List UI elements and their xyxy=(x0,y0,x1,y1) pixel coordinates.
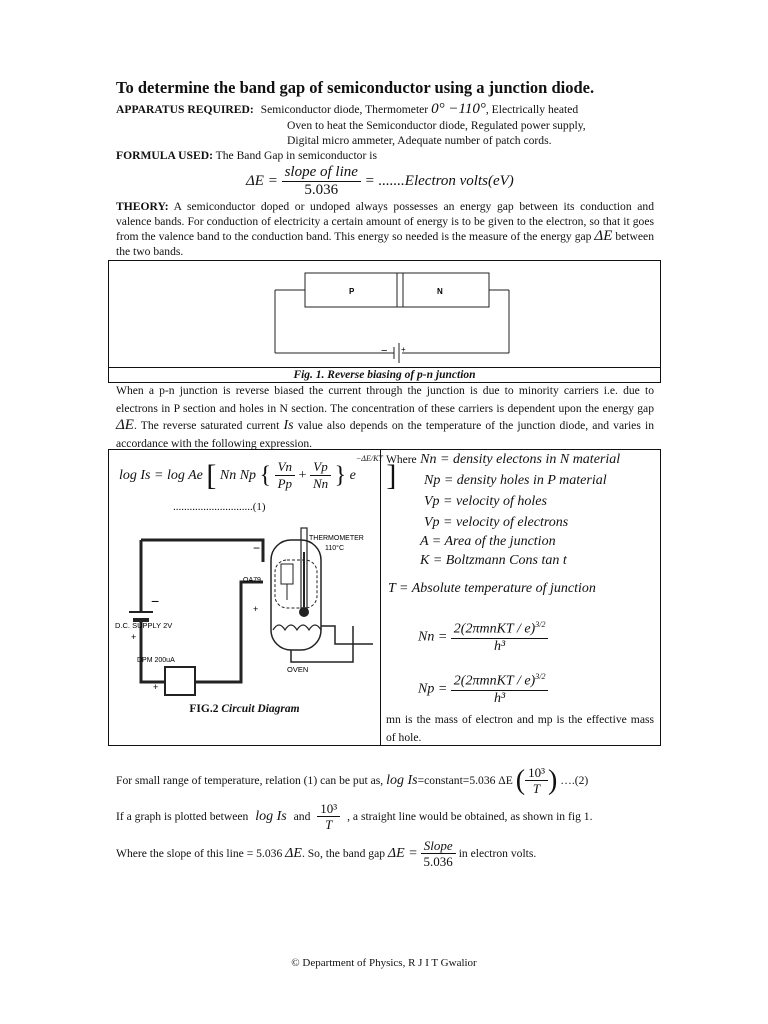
saturation-current-symbol: Is xyxy=(283,418,294,433)
para3-eq-ref: ….(2) xyxy=(560,774,589,787)
apparatus-section xyxy=(116,102,654,117)
formula-numerator: slope of line xyxy=(282,164,361,182)
para3-eq-den: T xyxy=(532,781,541,796)
def-vp-electrons: Vp = velocity of electrons xyxy=(424,515,569,530)
formula-label: FORMULA USED: xyxy=(116,149,213,162)
theory-label: THEORY: xyxy=(116,200,169,213)
para2-text3: value also depends on the temperature of the junction diode, and varies in accordance with the following expression. xyxy=(116,419,654,450)
para5-den: 5.036 xyxy=(423,854,453,869)
battery-minus: − xyxy=(381,345,388,357)
apparatus-label: APPARATUS REQUIRED: xyxy=(116,103,254,116)
apparatus-line3: Digital micro ammeter, Adequate number of patch cords. xyxy=(287,134,552,147)
para4-and: and xyxy=(293,810,311,823)
supply-plus-label: + xyxy=(131,632,137,642)
para4-den: T xyxy=(325,817,333,832)
meter-plus: + xyxy=(153,682,159,692)
para5-sym: ΔE xyxy=(285,846,302,861)
where-label: Where xyxy=(386,454,417,466)
para3-eq-mid: =constant=5.036 ΔE xyxy=(417,774,513,787)
para5-lhs: ΔE = xyxy=(387,846,418,861)
para2-text1: When a p-n junction is reverse biased the current through the junction is due to minority carriers i.e. due to electrons in P section and holes in N section. The concentration of these carriers is dependent upon the energy gap xyxy=(116,384,654,415)
para5-text3: in electron volts. xyxy=(458,847,537,860)
theory-text2: between the two bands. xyxy=(116,230,654,258)
expression-box xyxy=(108,449,661,746)
pn-junction-diagram xyxy=(109,261,660,367)
apparatus-line1-end: , Electrically heated xyxy=(485,103,579,116)
para5-num: Slope xyxy=(421,838,456,854)
para3-eq-lhs: log Is xyxy=(386,773,418,788)
page-title: To determine the band gap of semiconductor using a junction diode. xyxy=(116,78,595,97)
band-gap-formula xyxy=(246,164,514,199)
theory-text1: A semiconductor doped or undoped always possesses an energy gap between its conduction and valence bands. For conduction of electricity a certain amount of energy is to be given to the electron, so that it goes from the valence band to the conduction band. This energy so needed is the measure of the energy gap xyxy=(116,200,654,243)
apparatus-line1: Semiconductor diode, Thermometer xyxy=(260,103,429,116)
para4-text1: If a graph is plotted between xyxy=(116,810,249,823)
slope-paragraph xyxy=(116,838,536,869)
eq1-nn: Nn xyxy=(312,476,329,492)
formula-rhs: = .......Electron volts(eV) xyxy=(364,172,514,189)
def-boltzmann: K = Boltzmann Cons tan t xyxy=(420,553,567,568)
para4-sym1: log Is xyxy=(255,809,287,824)
para4-text2: , a straight line would be obtained, as shown in fig 1. xyxy=(347,810,593,823)
circuit-diagram xyxy=(113,522,375,722)
temp-range: 0° −110° xyxy=(431,101,486,117)
para2-text2: . The reverse saturated current xyxy=(133,419,280,432)
para5-text2: . So, the band gap xyxy=(301,847,386,860)
para3-eq-num: 10³ xyxy=(525,765,548,781)
eq1-vp: Vp xyxy=(310,459,331,476)
theory-symbol: ΔE xyxy=(594,228,613,244)
figure-1-caption: Fig. 1. Reverse biasing of p-n junction xyxy=(109,367,660,383)
p-region-label: P xyxy=(349,287,355,296)
theory-paragraph xyxy=(116,199,654,259)
oven-plus-label: + xyxy=(253,604,259,614)
def-temperature: T = Absolute temperature of junction xyxy=(388,581,596,596)
nn-formula xyxy=(418,620,548,655)
formula-section xyxy=(116,148,377,163)
diode-label: OA79 xyxy=(243,577,261,584)
nn-power: 3/2 xyxy=(535,620,546,629)
def-area: A = Area of the junction xyxy=(420,534,556,549)
formula-lhs: ΔE = xyxy=(246,172,278,189)
eq1-exp: e xyxy=(349,467,356,483)
reverse-bias-paragraph xyxy=(116,382,654,452)
eq1-term: Nn Np xyxy=(219,467,257,483)
eq1-exp-power: −ΔE/KT xyxy=(355,454,383,463)
formula-text: The Band Gap in semiconductor is xyxy=(215,149,377,162)
def-nn: Nn = density electons in N material xyxy=(420,452,621,467)
fig2-caption-bold: FIG.2 xyxy=(189,703,219,715)
small-range-paragraph: For small range of temperature, relation (1) can be put as, log Is=constant=5.036 ΔE ( $\frac{\text{10³}}{T}$ ) ….(2) xyxy=(116,765,589,796)
np-lhs: Np = xyxy=(418,681,448,697)
battery-plus: + xyxy=(401,345,406,354)
dc-supply-label: D.C. SUPPLY 2V xyxy=(115,621,173,630)
fig2-caption-italic: Circuit Diagram xyxy=(221,703,300,715)
para2-symbol: ΔE xyxy=(116,417,134,433)
eq1-vn: Vn xyxy=(275,459,295,476)
apparatus-line2: Oven to heat the Semiconductor diode, Regulated power supply, xyxy=(287,119,586,132)
para5-text1: Where the slope of this line = 5.036 xyxy=(116,847,283,860)
np-formula xyxy=(418,672,548,707)
nn-num: 2(2πmnKT / e) xyxy=(453,621,536,637)
page-footer: © Department of Physics, R J I T Gwalior xyxy=(291,957,477,969)
figure-2-caption xyxy=(109,703,380,715)
n-region-label: N xyxy=(437,287,443,296)
para4-num: 10³ xyxy=(317,801,340,817)
saturation-current-equation: log Is = log Ae [ Nn Np { $\frac{Vn}{Pp}$ + $\frac{Vp}{Nn}$ } $e^{-\Delta E/KT}$ ] xyxy=(119,454,397,492)
def-vp-holes: Vp = velocity of holes xyxy=(424,494,547,509)
eq1-pp: Pp xyxy=(277,476,293,492)
mass-description: mn is the mass of electron and mp is the effective mass of hole. xyxy=(386,713,654,744)
nn-den: h³ xyxy=(494,638,506,654)
def-np: Np = density holes in P material xyxy=(424,473,607,488)
eq1-ref: .............................(1) xyxy=(173,501,266,513)
eq1-lhs: log Is = log Ae xyxy=(119,467,203,483)
nn-lhs: Nn = xyxy=(418,629,448,645)
battery-minus-label: − xyxy=(151,593,160,609)
oven-label: OVEN xyxy=(287,665,309,674)
thermometer-temp: 110°C xyxy=(325,545,345,552)
thermometer-label: THERMOMETER xyxy=(309,535,364,542)
formula-denominator: 5.036 xyxy=(304,182,339,198)
figure-1-box xyxy=(108,260,661,383)
para3-text: For small range of temperature, relation (1) can be put as, xyxy=(116,774,384,787)
np-num: 2(2πmnKT / e) xyxy=(453,673,536,689)
oven-minus-label: − xyxy=(253,541,261,555)
np-den: h³ xyxy=(494,690,506,706)
meter-label: DPM 200uA xyxy=(137,657,175,664)
graph-paragraph xyxy=(116,801,592,832)
np-power: 3/2 xyxy=(535,672,546,681)
